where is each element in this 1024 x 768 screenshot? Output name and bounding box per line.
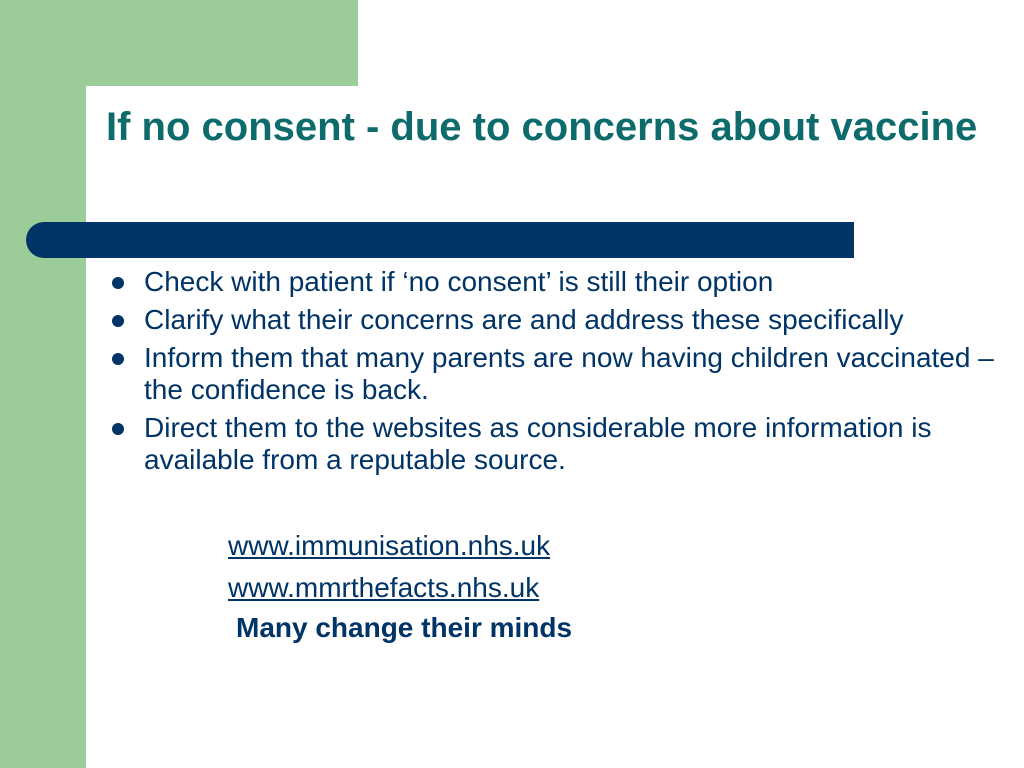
slide-title: If no consent - due to concerns about vaccine <box>106 105 978 149</box>
closing-statement: Many change their minds <box>236 612 573 643</box>
bullet-list <box>106 266 1006 482</box>
mmr-facts-website-link[interactable]: www.mmrthefacts.nhs.uk <box>228 572 540 603</box>
green-top-band <box>86 0 358 86</box>
bullet-dot-icon <box>112 353 124 365</box>
bullet-item <box>106 266 1006 298</box>
bullet-text: Check with patient if ‘no consent’ is still their option <box>144 266 774 297</box>
bullet-text: Inform them that many parents are now having children vaccinated – the confidence is back. <box>144 342 994 405</box>
bullet-item <box>106 412 1006 476</box>
title-divider-bar <box>26 222 854 258</box>
bullet-dot-icon <box>112 315 124 327</box>
bullet-item <box>106 304 1006 336</box>
bullet-dot-icon <box>112 277 124 289</box>
bullet-dot-icon <box>112 423 124 435</box>
bullet-text: Clarify what their concerns are and address these specifically <box>144 304 904 335</box>
bullet-text: Direct them to the websites as considerable more information is available from a reputable source. <box>144 412 932 475</box>
bullet-item <box>106 342 1006 406</box>
green-side-band <box>0 0 86 768</box>
immunisation-website-link[interactable]: www.immunisation.nhs.uk <box>228 530 551 561</box>
